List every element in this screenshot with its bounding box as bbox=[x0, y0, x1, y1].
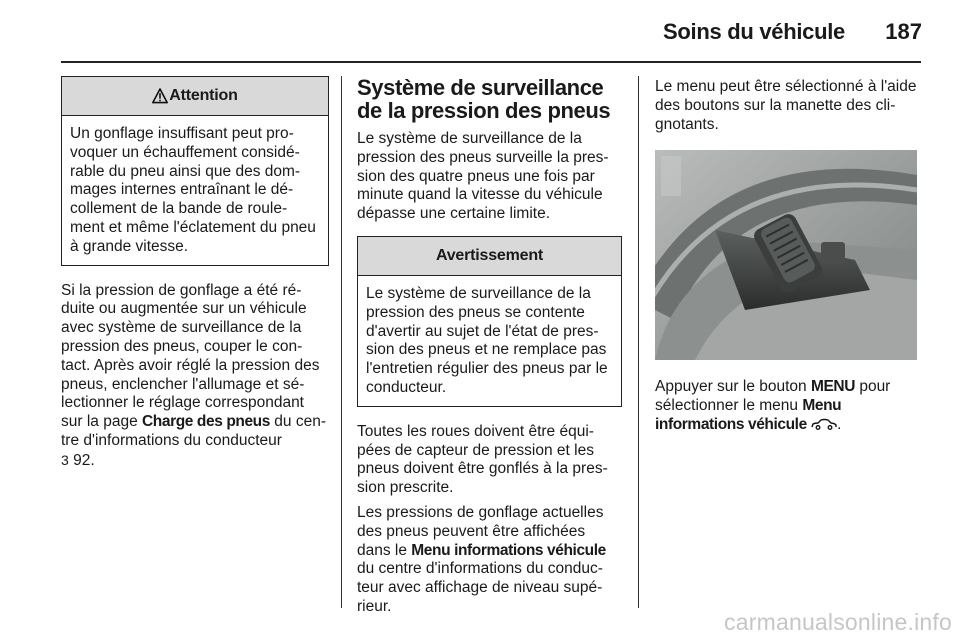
wheels-paragraph: Toutes les roues doivent être équi-pées de capteur de pression et les pneus doivent être gonflés à la pres-sion prescrite. bbox=[357, 422, 608, 497]
column-divider-right bbox=[638, 76, 639, 608]
display-text: Les pressions de gonflage actuelles des pneus peuvent être affichées dans le bbox=[357, 503, 604, 559]
section-title: Système de surveillance de la pression des pneus bbox=[357, 75, 611, 123]
page-reference-icon: 3 bbox=[61, 451, 69, 468]
attention-text: Un gonflage insuffisant peut pro-voquer un échauffement considé-rable du pneu ainsi que des dom-mages internes entraînant le dé-collement de la bande de roule-ment et même l'éclatement du pneu à grande vitesse. bbox=[70, 125, 316, 255]
header-rule bbox=[61, 61, 921, 63]
column-left bbox=[61, 76, 329, 477]
menu-button-text-mid: pour sélectionner le menu bbox=[655, 378, 891, 415]
menu-intro: Le menu peut être sélectionné à l'aide des boutons sur la manette des cli-gnotants. bbox=[655, 78, 917, 133]
running-header-title: Soins du véhicule bbox=[663, 19, 845, 44]
attention-label: Attention bbox=[169, 86, 238, 104]
menu-button-text-end: . bbox=[837, 415, 842, 433]
vehicle-info-menu-name: Menu informations véhicule bbox=[655, 397, 842, 433]
column-middle bbox=[357, 76, 622, 623]
display-text-end: du centre d'informations du conduc-teur avec affichage de niveau supé-rieur. bbox=[357, 560, 603, 615]
page-reference: 92. bbox=[73, 451, 95, 469]
pressure-reset-text: Si la pression de gonflage a été ré-duite ou augmentée sur un véhicule avec système de surveillance de la pression des pneus, couper le con-tact. Après avoir réglé la pression des pneus, enclencher l'allumage et sé-lectionner le réglage correspondant sur la page bbox=[61, 281, 320, 431]
menu-button-text: Appuyer sur le bouton bbox=[655, 378, 811, 396]
system-intro: Le système de surveillance de la pression des pneus surveille la pres-sion des quatre pneus une fois par minute quand la vitesse du véhicule dépasse une certaine limite. bbox=[357, 130, 609, 223]
notice-text: Le système de surveillance de la pression des pneus se contente d'avertir au sujet de l'état de pres-sion des pneus et ne remplace pas l'entretien régulier des pneus par le conducteur. bbox=[366, 284, 608, 396]
display-paragraph bbox=[357, 504, 622, 617]
pressure-reset-text-end: du cen-tre d'informations du conducteur bbox=[61, 413, 326, 449]
column-divider-left bbox=[341, 76, 342, 608]
turn-signal-lever-photo bbox=[655, 150, 917, 360]
lever-illustration bbox=[655, 150, 917, 360]
attention-box bbox=[61, 76, 329, 266]
pressure-reset-paragraph bbox=[61, 282, 329, 471]
warning-triangle-icon bbox=[152, 88, 168, 104]
page-number: 187 bbox=[885, 19, 922, 44]
vehicle-info-menu-term: Menu informations véhicule bbox=[411, 541, 606, 559]
car-icon bbox=[811, 418, 837, 430]
tyre-load-term: Charge des pneus bbox=[142, 413, 270, 431]
menu-button-paragraph bbox=[655, 378, 923, 434]
watermark: carmanualsonline.info bbox=[724, 609, 952, 635]
column-right bbox=[655, 78, 923, 441]
menu-button-term: MENU bbox=[810, 378, 856, 396]
notice-header: Avertissement bbox=[358, 237, 621, 276]
attention-header bbox=[62, 77, 328, 116]
notice-box bbox=[357, 236, 622, 407]
